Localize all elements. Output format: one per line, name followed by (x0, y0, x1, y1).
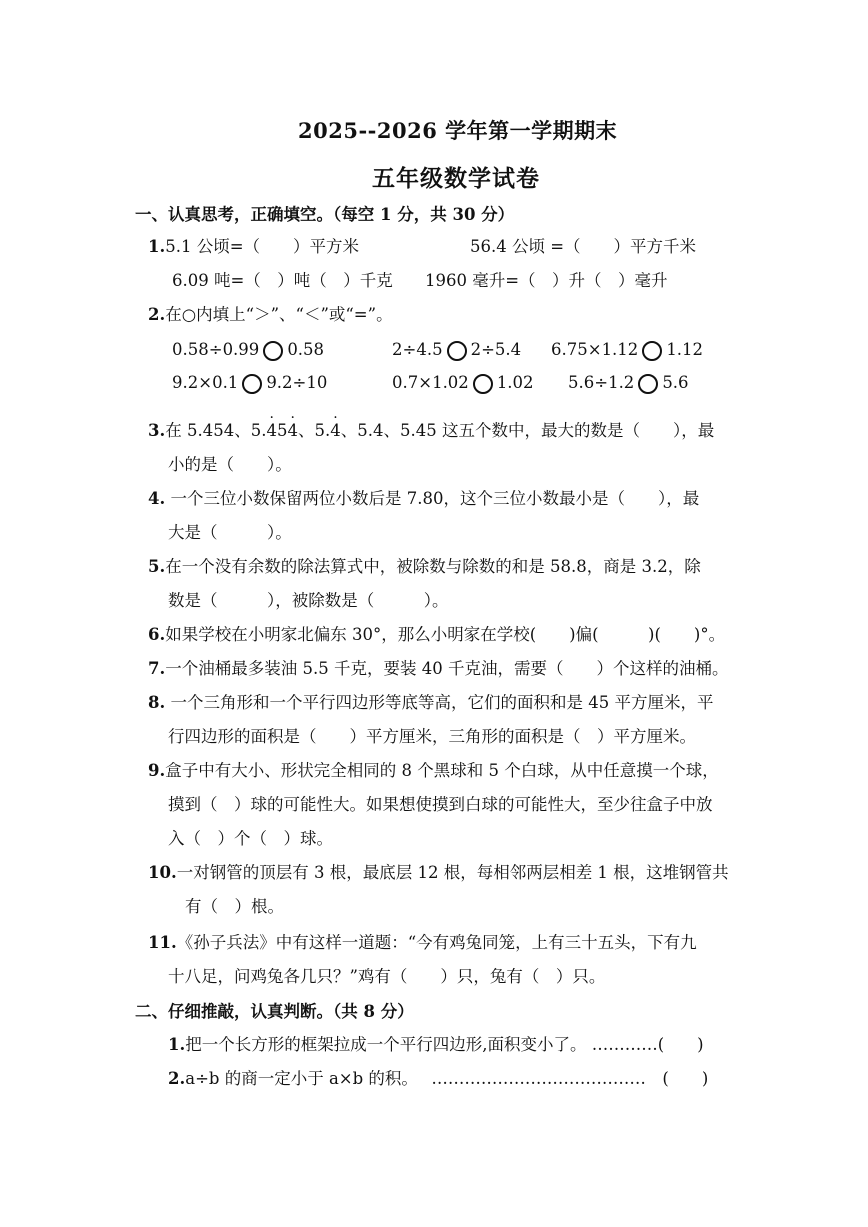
q1-part-c: 6.09 吨=（ ）吨（ ）千克 (172, 271, 393, 290)
q2-c5-right: 1.02 (496, 373, 534, 392)
q9-line3: 入（ ）个（ ）球。 (168, 829, 333, 848)
q8-number: 8. (148, 693, 166, 712)
q7-line1 (148, 658, 728, 680)
q2-compare-1 (172, 339, 324, 361)
q5-text: 在一个没有余数的除法算式中，被除数与除数的和是 58.8，商是 3.2，除 (165, 557, 701, 576)
q11-number: 11. (148, 933, 177, 952)
q2-c5-left: 0.7×1.02 (392, 373, 469, 392)
q3-text-3: 、5. (297, 421, 331, 440)
q2-c2-left: 2÷4.5 (392, 340, 443, 359)
q2-c6-left: 5.6÷1.2 (568, 373, 635, 392)
compare-circle[interactable] (242, 374, 262, 394)
q2-c4-right: 9.2÷10 (266, 373, 328, 392)
q6-number: 6. (148, 625, 166, 644)
q3-repeat-digit: · 4 (330, 420, 341, 442)
q9-line1 (148, 760, 719, 782)
q2-compare-4 (172, 372, 327, 394)
judge-q2-text: a÷b 的商一定小于 a×b 的积。 ………………………………… ( ) (185, 1069, 709, 1088)
q11-text: 《孙子兵法》中有这样一道题：“今有鸡兔同笼，上有三十五头，下有九 (176, 933, 697, 952)
q1-part-d: 1960 毫升=（ ）升（ ）毫升 (425, 271, 668, 290)
compare-circle[interactable] (642, 341, 662, 361)
q2-number: 2. (148, 305, 166, 324)
q2-text: 在○内填上“＞”、“＜”或“=”。 (165, 305, 393, 324)
q8-line2: 行四边形的面积是（ ）平方厘米，三角形的面积是（ ）平方厘米。 (168, 727, 696, 746)
q8-text: 一个三角形和一个平行四边形等底等高，它们的面积和是 45 平方厘米，平 (165, 693, 714, 712)
q9-line2: 摸到（ ）球的可能性大。如果想使摸到白球的可能性大，至少往盒子中放 (168, 795, 713, 814)
exam-title: 2025--2026 学年第一学期期末 (298, 118, 618, 143)
q5-line2: 数是（ ），被除数是（ ）。 (168, 591, 449, 610)
q1-line1 (148, 236, 359, 258)
q4-number: 4. (148, 489, 166, 508)
q2-compare-5 (392, 372, 534, 394)
q2-compare-2 (392, 339, 521, 361)
q3-repeat-digit: · 4 (287, 420, 298, 442)
q6-text: 如果学校在小明家北偏东 30°，那么小明家在学校( )偏( )( )°。 (165, 625, 726, 644)
q3-repeat-digit: · 4 (266, 420, 277, 442)
q2-c1-right: 0.58 (287, 340, 325, 359)
q7-text: 一个油桶最多装油 5.5 千克，要装 40 千克油，需要（ ）个这样的油桶。 (165, 659, 729, 678)
q10-line1 (148, 862, 729, 884)
exam-subtitle: 五年级数学试卷 (372, 165, 540, 192)
q2-compare-6 (568, 372, 689, 394)
q4-text: 一个三位小数保留两位小数后是 7.80，这个三位小数最小是（ ），最 (165, 489, 700, 508)
q1-number: 1. (148, 237, 166, 256)
q2-c4-left: 9.2×0.1 (172, 373, 239, 392)
q11-line1 (148, 932, 697, 954)
judge-q2-number: 2. (168, 1069, 186, 1088)
q9-number: 9. (148, 761, 166, 780)
q10-number: 10. (148, 863, 177, 882)
q2-c2-right: 2÷5.4 (470, 340, 522, 359)
q3-line2: 小的是（ ）。 (168, 455, 292, 474)
q10-text: 一对钢管的顶层有 3 根，最底层 12 根，每相邻两层相差 1 根，这堆钢管共 (176, 863, 729, 882)
q6-line1 (148, 624, 725, 646)
judge-q1-text: 把一个长方形的框架拉成一个平行四边形,面积变小了。 …………( ) (185, 1035, 704, 1054)
judge-q1 (168, 1034, 704, 1056)
q2-line1 (148, 304, 393, 326)
q3-number: 3. (148, 421, 166, 440)
q2-c3-left: 6.75×1.12 (551, 340, 639, 359)
q1-part-a: 5.1 公顷=（ ）平方米 (165, 237, 360, 256)
q2-c3-right: 1.12 (666, 340, 704, 359)
q2-c1-left: 0.58÷0.99 (172, 340, 260, 359)
compare-circle[interactable] (473, 374, 493, 394)
compare-circle[interactable] (263, 341, 283, 361)
q3-text-1: 在 5.454、5. (165, 421, 267, 440)
q5-line1 (148, 556, 701, 578)
q9-text: 盒子中有大小、形状完全相同的 8 个黑球和 5 个白球，从中任意摸一个球， (165, 761, 719, 780)
compare-circle[interactable] (638, 374, 658, 394)
q5-number: 5. (148, 557, 166, 576)
section2-heading: 二、仔细推敲，认真判断。（共 8 分） (135, 1002, 414, 1021)
q2-c6-right: 5.6 (662, 373, 689, 392)
q11-line2: 十八足，问鸡兔各几只？”鸡有（ ）只，兔有（ ）只。 (168, 967, 606, 986)
judge-q2 (168, 1068, 708, 1090)
q4-line2: 大是（ ）。 (168, 523, 292, 542)
q7-number: 7. (148, 659, 166, 678)
judge-q1-number: 1. (168, 1035, 186, 1054)
section1-heading: 一、认真思考，正确填空。（每空 1 分，共 30 分） (135, 205, 515, 224)
q2-compare-3 (551, 339, 703, 361)
q10-line2: 有（ ）根。 (185, 897, 284, 916)
q1-part-b: 56.4 公顷 =（ ）平方千米 (470, 237, 697, 256)
q8-line1 (148, 692, 713, 714)
q3-line1 (148, 420, 714, 442)
q3-text-2: 5 (276, 421, 288, 440)
q3-text-4: 、5.4、5.45 这五个数中，最大的数是（ ），最 (340, 421, 715, 440)
q4-line1 (148, 488, 699, 510)
compare-circle[interactable] (447, 341, 467, 361)
